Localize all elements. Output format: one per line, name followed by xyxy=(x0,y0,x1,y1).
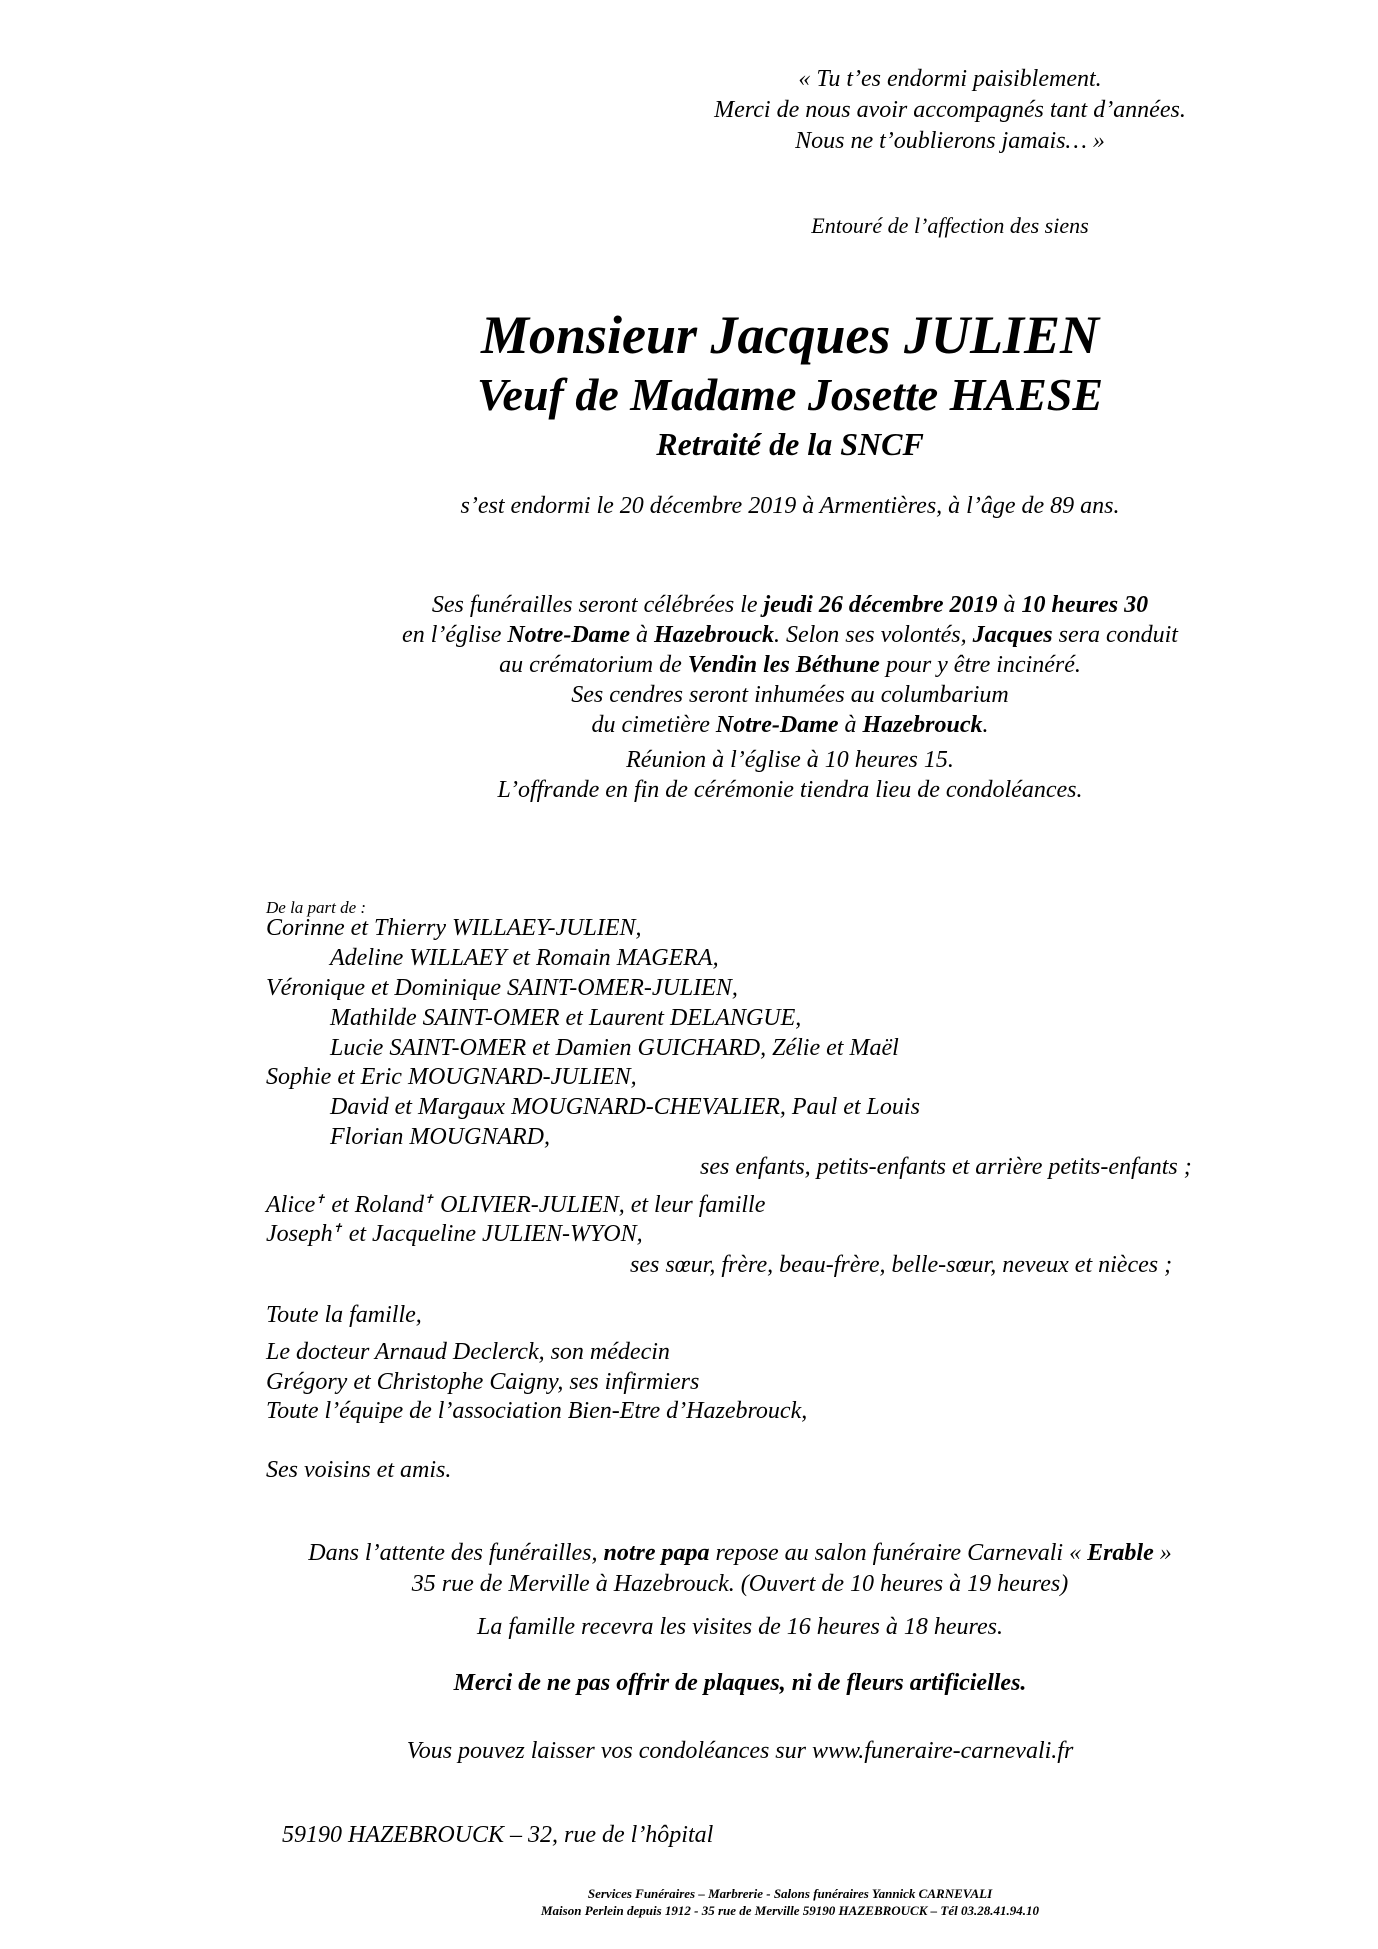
cross-icon: ✝ xyxy=(315,1192,326,1206)
deceased-name: Monsieur Jacques JULIEN xyxy=(480,305,1100,365)
quote-line: Nous ne t’oublierons jamais… » xyxy=(795,128,1105,154)
family-line: Lucie SAINT-OMER et Damien GUICHARD, Zélie et Maël xyxy=(330,1035,899,1061)
family-line: Florian MOUGNARD, xyxy=(330,1124,550,1150)
family-line: Adeline WILLAEY et Romain MAGERA, xyxy=(330,945,719,971)
cross-icon: ✝ xyxy=(332,1221,343,1235)
reunion-line: L’offrande en fin de cérémonie tiendra lieu de condoléances. xyxy=(497,777,1083,803)
family-line: Le docteur Arnaud Declerck, son médecin xyxy=(266,1339,670,1365)
family-line: Toute l’équipe de l’association Bien-Etre d’Hazebrouck, xyxy=(266,1398,808,1424)
profession-line: Retraité de la SNCF xyxy=(656,426,924,462)
children-role: ses enfants, petits-enfants et arrière petits-enfants ; xyxy=(700,1154,1192,1180)
intro-text: Entouré de l’affection des siens xyxy=(811,213,1089,238)
footer-line: Services Funéraires – Marbrerie - Salons funéraires Yannick CARNEVALI xyxy=(587,1886,993,1901)
funeral-line: au crématorium de Vendin les Béthune pour y être incinéré. xyxy=(499,652,1081,678)
funeral-line: en l’église Notre-Dame à Hazebrouck. Selon ses volontés, Jacques sera conduit xyxy=(402,622,1178,648)
footer-line: Maison Perlein depuis 1912 - 35 rue de Merville 59190 HAZEBROUCK – Tél 03.28.41.94.10 xyxy=(541,1903,1039,1918)
visits-info: La famille recevra les visites de 16 heures à 18 heures. xyxy=(477,1614,1003,1640)
funeral-line: Ses cendres seront inhumées au columbarium xyxy=(571,682,1009,708)
salon-line: 35 rue de Merville à Hazebrouck. (Ouvert de 10 heures à 19 heures) xyxy=(411,1571,1069,1597)
salon-line: Dans l’attente des funérailles, notre papa repose au salon funéraire Carnevali « Erable » xyxy=(308,1540,1172,1566)
family-line: Corinne et Thierry WILLAEY-JULIEN, xyxy=(266,915,642,941)
family-line: Ses voisins et amis. xyxy=(266,1457,452,1483)
family-line: Grégory et Christophe Caigny, ses infirmiers xyxy=(266,1369,700,1395)
family-line: Joseph✝ et Jacqueline JULIEN-WYON, xyxy=(266,1221,643,1247)
address: 59190 HAZEBROUCK – 32, rue de l’hôpital xyxy=(282,1822,714,1848)
family-line: Alice✝ et Roland✝ OLIVIER-JULIEN, et leur famille xyxy=(266,1192,766,1218)
reunion-line: Réunion à l’église à 10 heures 15. xyxy=(626,747,954,773)
condolences-info: Vous pouvez laisser vos condoléances sur www.funeraire-carnevali.fr xyxy=(406,1738,1074,1764)
family-intro: De la part de : xyxy=(266,898,367,917)
family-line: Sophie et Eric MOUGNARD-JULIEN, xyxy=(266,1064,637,1090)
quote-line: « Tu t’es endormi paisiblement. xyxy=(798,66,1102,92)
funeral-line: Ses funérailles seront célébrées le jeudi 26 décembre 2019 à 10 heures 30 xyxy=(431,592,1149,618)
funeral-details xyxy=(300,590,1280,740)
funeral-line: du cimetière Notre-Dame à Hazebrouck. xyxy=(591,712,989,738)
family-line: Toute la famille, xyxy=(266,1302,422,1328)
widower-line: Veuf de Madame Josette HAESE xyxy=(476,369,1104,420)
reunion-info xyxy=(300,745,1280,805)
family-line: David et Margaux MOUGNARD-CHEVALIER, Paul et Louis xyxy=(330,1094,920,1120)
quote-line: Merci de nous avoir accompagnés tant d’années. xyxy=(714,97,1186,123)
cross-icon: ✝ xyxy=(424,1192,435,1206)
salon-info xyxy=(250,1538,1230,1600)
family-line: Véronique et Dominique SAINT-OMER-JULIEN, xyxy=(266,975,738,1001)
siblings-role: ses sœur, frère, beau-frère, belle-sœur, neveux et nièces ; xyxy=(630,1252,1173,1278)
death-notice: s’est endormi le 20 décembre 2019 à Armentières, à l’âge de 89 ans. xyxy=(460,493,1120,519)
family-line: Mathilde SAINT-OMER et Laurent DELANGUE, xyxy=(330,1005,802,1031)
no-plaques-notice: Merci de ne pas offrir de plaques, ni de fleurs artificielles. xyxy=(453,1670,1027,1696)
opening-quote xyxy=(630,64,1270,157)
